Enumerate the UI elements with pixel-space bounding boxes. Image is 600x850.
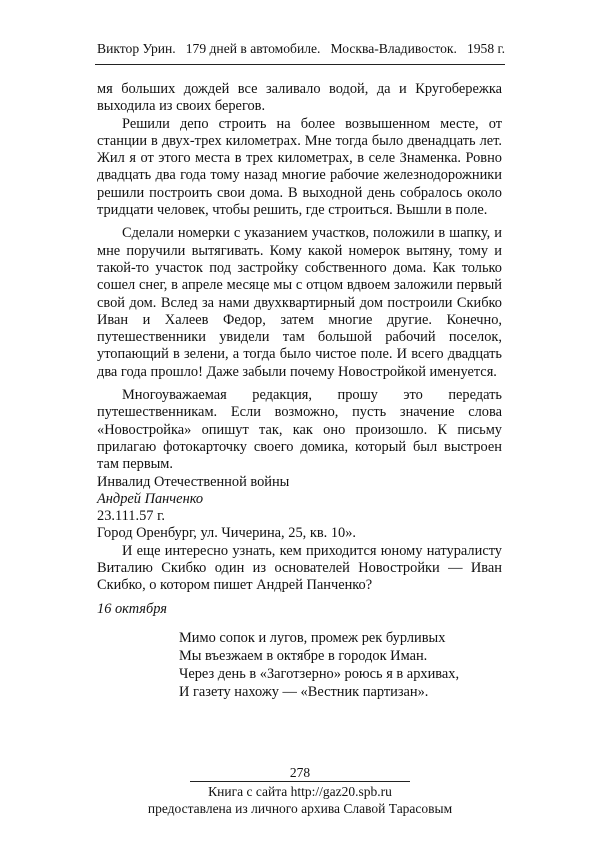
poem bbox=[179, 629, 502, 701]
page-footer bbox=[0, 783, 600, 817]
header-divider bbox=[95, 64, 505, 65]
letter-date: 23.111.57 г. bbox=[97, 508, 165, 525]
poem-line: Через день в «Заготзерно» роюсь я в архивах, bbox=[179, 665, 460, 682]
header-author: Виктор Урин. bbox=[97, 41, 176, 56]
signature-title: Инвалид Отечественной войны bbox=[97, 473, 290, 490]
page-number: 278 bbox=[289, 765, 311, 780]
diary-date: 16 октября bbox=[97, 600, 167, 617]
signature-name: Андрей Панченко bbox=[97, 490, 204, 507]
header-title: 179 дней в автомобиле. bbox=[185, 41, 321, 56]
poem-line: Мы въезжаем в октябре в городок Иман. bbox=[179, 647, 428, 664]
running-header bbox=[97, 41, 505, 57]
page-body bbox=[97, 81, 502, 701]
header-route: Москва-Владивосток. bbox=[330, 41, 457, 56]
paragraph-5: И еще интересно узнать, кем приходится юному натуралисту Виталию Скибко один из основателей Новостройки — Иван Скибко, о котором пишет Андрей Панченко? bbox=[97, 542, 502, 594]
letter-address: Город Оренбург, ул. Чичерина, 25, кв. 10». bbox=[97, 525, 357, 542]
paragraph-1: мя больших дождей все заливало водой, да и Кругобережка выходила из своих берегов. bbox=[97, 81, 502, 115]
footer-credit: предоставлена из личного архива Славой Тарасовым bbox=[147, 801, 453, 816]
header-year: 1958 г. bbox=[466, 41, 505, 56]
paragraph-3: Сделали номерки с указанием участков, положили в шапку, и мне поручили вытягивать. Кому какой номерок вытяну, тому и такой-то участок под застройку собственного дома. Как только сошел снег, в апреле месяце мы с отцом вдвоем заложили первый свой дом. Вслед за нами двухквартирный дом построили Скибко Иван и Халеев Федор, затем многие другие. Конечно, путешественники увидели там большой рабочий поселок, утопающий в зелени, а тогда было чистое поле. И всего двадцать два года прошло! Даже забыли почему Новостройкой именуется. bbox=[97, 225, 502, 380]
footer-source: Книга с сайта http://gaz20.spb.ru bbox=[208, 784, 392, 799]
poem-line: Мимо сопок и лугов, промеж рек бурливых bbox=[179, 629, 446, 646]
footer-divider bbox=[190, 781, 410, 782]
paragraph-4: Многоуважаемая редакция, прошу это передать путешественникам. Если возможно, пусть значение слова «Новостройка» опишут так, как оно произошло. К письму прилагаю фотокарточку своего домика, который был выстроен там первым. bbox=[97, 387, 502, 473]
poem-line: И газету нахожу — «Вестник партизан». bbox=[179, 683, 429, 700]
paragraph-2: Решили депо строить на более возвышенном месте, от станции в двух-трех километрах. Мне тогда было двенадцать лет. Жил я от этого места в трех километрах, в селе Знаменка. Ровно двадцать два года тому назад многие рабочие железнодорожники решили построить свои дома. В выходной день собралось около тридцати человек, чтобы решить, где строиться. Вышли в поле. bbox=[97, 115, 502, 219]
